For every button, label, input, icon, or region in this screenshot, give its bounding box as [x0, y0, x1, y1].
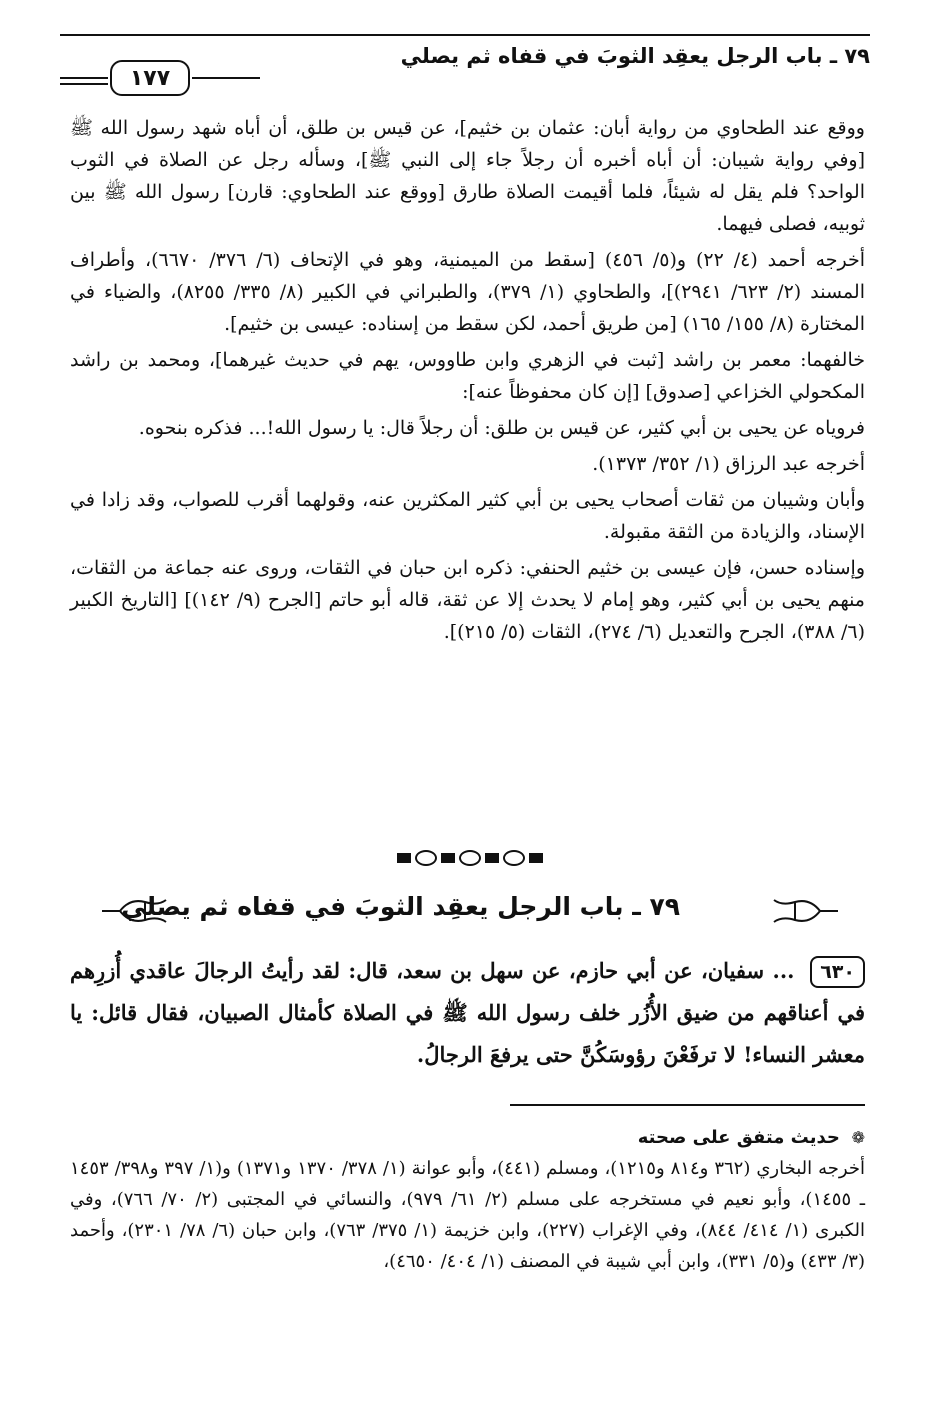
separator-bar-icon — [397, 853, 411, 863]
running-title: ٧٩ ـ باب الرجل يعقِد الثوبَ في قفاه ثم يصلي — [400, 44, 870, 68]
paragraph: وإسناده حسن، فإن عيسى بن خثيم الحنفي: ذكره ابن حبان في الثقات، وروى عنه جماعة من الثقات، منهم يحيى بن أبي كثير، وهو إمام لا يحدث إلا عن ثقة، قاله أبو حاتم [الجرح (٩/ ١٤٢)] [التاريخ الكبير (٦/ ٣٨٨)، الجرح والتعديل (٦/ ٢٧٤)، الثقات (٥/ ٢١٥)]. — [70, 557, 865, 643]
chapter-ornament-right-icon — [770, 896, 840, 926]
footnote-paragraph: أخرجه البخاري (٣٦٢ و٨١٤ و١٢١٥)، ومسلم (٤٤١)، وأبو عوانة (١/ ٣٧٨/ ١٣٧٠ و١٣٧١) و(١/ ٣٩٧ و٣٩٨/ ١٤٥٣ ـ ١٤٥٥)، وأبو نعيم في مستخرجه على مسلم (٢/ ٦١/ ٩٧٩)، والنسائي في المجتبى (٢/ ٧٠/ ٧٦٦)، وفي الكبرى (١/ ٤١٤/ ٨٤٤)، وفي الإغراب (٢٢٧)، وابن خزيمة (١/ ٣٧٥/ ٧٦٣)، وابن حبان (٦/ ٧٨/ ٢٣٠١)، وأحمد (٣/ ٤٣٣) و(٥/ ٣٣١)، وابن أبي شيبة في المصنف (١/ ٤٠٤/ ٤٦٥٠)، — [70, 1158, 866, 1272]
separator-bar-icon — [441, 853, 455, 863]
paragraph: أخرجه أحمد (٤/ ٢٢) و(٥/ ٤٥٦) [سقط من الميمنية، وهو في الإتحاف (٦/ ٣٧٦/ ٦٦٧٠)، وأطراف المسند (٢/ ٦٢٣/ ٢٩٤١)]، والطحاوي (١/ ٣٧٩)، والطبراني في الكبير (٨/ ٣٣٥/ ٨٢٥٥)، والضياء في المختارة (٨/ ١٥٥/ ١٦٥) [من طريق أحمد، لكن سقط من إسناده: عيسى بن خثيم]. — [70, 249, 866, 335]
separator-bar-icon — [485, 853, 499, 863]
footnote-marker-icon: ❁ — [851, 1128, 865, 1147]
page-number-ornament — [60, 60, 260, 96]
page-number-rule — [60, 83, 108, 85]
paragraph: وأبان وشيبان من ثقات أصحاب يحيى بن أبي كثير المكثرين عنه، وقولهما أقرب للصواب، وقد زادا في الإسناد، والزيادة من الثقة مقبولة. — [70, 489, 865, 543]
separator-flower-icon — [415, 850, 437, 866]
footnote-rule — [510, 1104, 865, 1106]
paragraph: خالفهما: معمر بن راشد [ثبت في الزهري وابن طاووس، يهم في حديث غيرهما]، ومحمد بن راشد المكحولي الخزاعي [صدوق] [إن كان محفوظاً عنه]: — [70, 349, 865, 403]
footnote-heading: حديث متفق على صحته — [637, 1127, 840, 1148]
header-rule — [60, 34, 870, 36]
paragraph: فروياه عن يحيى بن أبي كثير، عن قيس بن طلق: أن رجلاً قال: يا رسول الله!... فذكره بنحوه. — [138, 417, 865, 439]
footnote-heading-line — [70, 1122, 865, 1153]
chapter-title: ٧٩ ـ باب الرجل يعقِد الثوبَ في قفاه ثم يصلي — [121, 892, 680, 921]
hadith-number: ٦٣٠ — [810, 956, 865, 988]
paragraph: ووقع عند الطحاوي من رواية أبان: عثمان بن خثيم]، عن قيس بن طلق، أن أباه شهد رسول الله ﷺ [وفي رواية شيبان: أن أباه أخبره أن رجلاً جاء إلى النبي ﷺ]، وسأله رجل عن الصلاة في الثوب الواحد؟ فلم يقل له شيئاً، فلما أقيمت الصلاة طارق [ووقع عند الطحاوي: قارن] رسول الله ﷺ بين ثوبيه، فصلى فيهما. — [70, 117, 865, 235]
paragraph: أخرجه عبد الرزاق (١/ ٣٥٢/ ١٣٧٣). — [592, 453, 865, 475]
page-number: ١٧٧ — [110, 60, 190, 96]
section-separator-ornament — [395, 848, 545, 868]
separator-bar-icon — [529, 853, 543, 863]
main-text — [70, 112, 865, 652]
hadith-block — [70, 950, 865, 1076]
separator-flower-icon — [503, 850, 525, 866]
footnotes — [70, 1122, 865, 1277]
page-number-rule — [192, 77, 260, 79]
page-number-rule — [60, 77, 108, 79]
hadith-text: ... سفيان، عن أبي حازم، عن سهل بن سعد، قال: لقد رأيتُ الرجالَ عاقدي أُزرِهم في أعناقهم من ضيق الأُزُر خلف رسول الله ﷺ في الصلاة كأمثال الصبيان، فقال قائل: يا معشر النساء! لا ترفَعْنَ رؤوسَكُنَّ حتى يرفعَ الرجالُ. — [70, 958, 865, 1067]
chapter-heading — [90, 886, 850, 940]
separator-flower-icon — [459, 850, 481, 866]
